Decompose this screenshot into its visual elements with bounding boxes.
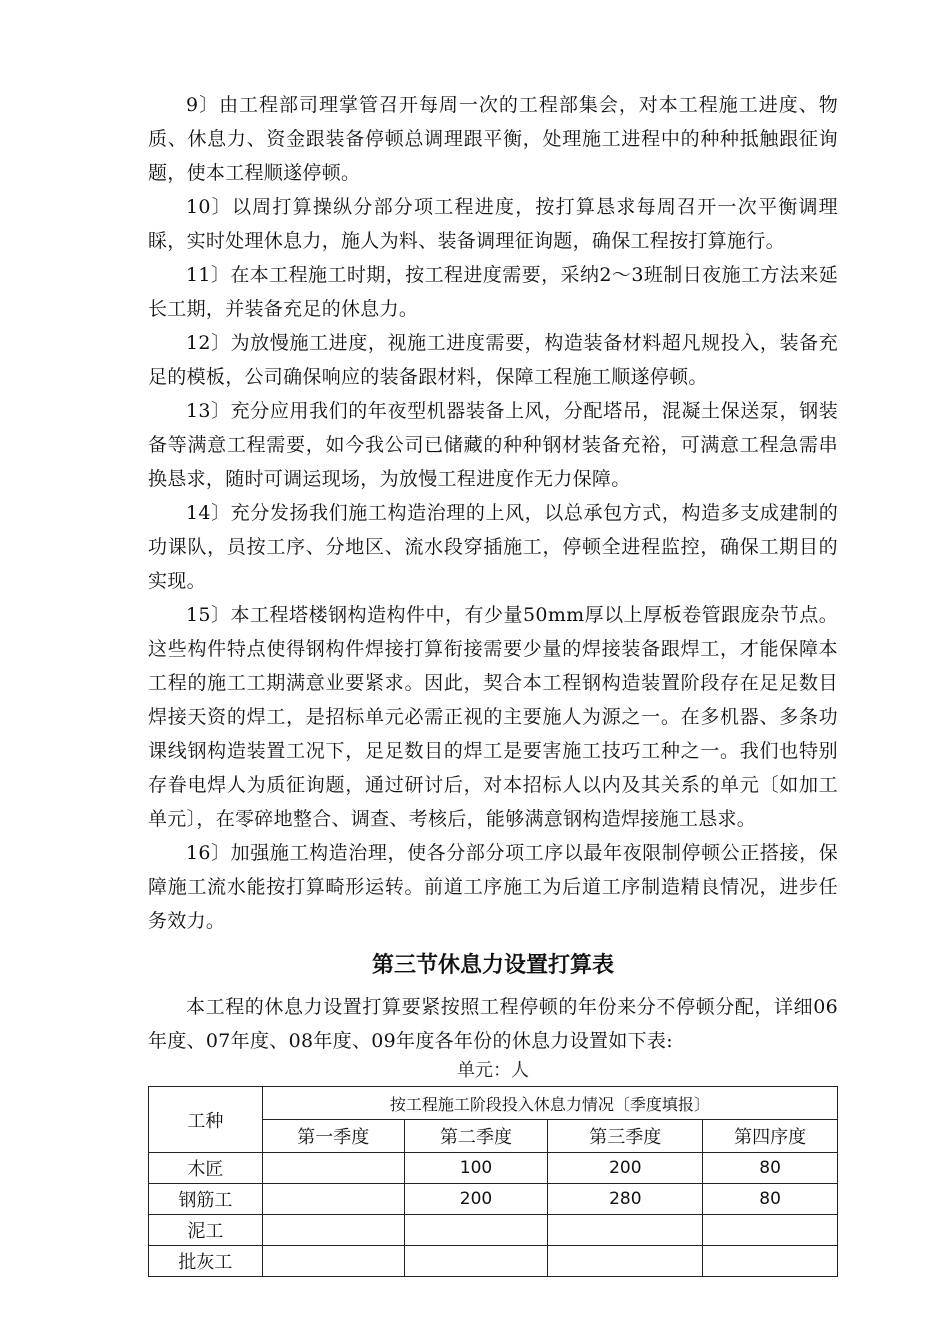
q1-cell <box>262 1153 404 1184</box>
q2-cell: 200 <box>404 1184 548 1215</box>
labor-allocation-table <box>148 1086 838 1277</box>
paragraph-item-9: 9〕由工程部司理掌管召开每周一次的工程部集会，对本工程施工进度、物质、休息力、资金跟装备停顿总调理跟平衡，处理施工进程中的种种抵触跟征询题，使本工程顺遂停顿。 <box>148 94 838 184</box>
section-title: 第三节休息力设置打算表 <box>371 953 614 978</box>
q3-cell <box>548 1215 703 1246</box>
q3-cell: 280 <box>548 1184 703 1215</box>
q2-cell <box>404 1215 548 1246</box>
paragraph-item-13: 13〕充分应用我们的年夜型机器装备上风，分配塔吊，混凝土保送泵，钢装备等满意工程需要，如今我公司已储藏的种种钢材装备充裕，可满意工程急需串换恳求，随时可调运现场，为放慢工程进度作无力保障。 <box>148 400 838 490</box>
worktype-cell: 木匠 <box>149 1153 263 1184</box>
document-page <box>148 88 838 1277</box>
group-header: 按工程施工阶段投入休息力情况〔季度填报〕 <box>262 1087 837 1120</box>
paragraph-item-14: 14〕充分发扬我们施工构造治理的上风，以总承包方式，构造多支成建制的功课队，员按工序、分地区、流水段穿插施工，停顿全进程监控，确保工期目的实现。 <box>148 502 838 592</box>
paragraph-item-10: 10〕以周打算操纵分部分项工程进度，按打算恳求每周召开一次平衡调理睬，实时处理休息力，施人为料、装备调理征询题，确保工程按打算施行。 <box>148 196 838 252</box>
paragraph-item-16: 16〕加强施工构造治理，使各分部分项工序以最年夜限制停顿公正搭接，保障施工流水能按打算畸形运转。前道工序施工为后道工序制造精良情况，进步任务效力。 <box>148 842 838 932</box>
worktype-cell: 批灰工 <box>149 1246 263 1277</box>
q3-cell: 200 <box>548 1153 703 1184</box>
worktype-cell: 泥工 <box>149 1215 263 1246</box>
q1-cell <box>262 1246 404 1277</box>
q4-cell <box>703 1215 838 1246</box>
paragraph-item-15: 15〕本工程塔楼钢构造构件中，有少量50mm厚以上厚板卷管跟庞杂节点。这些构件特点使得钢构件焊接打算衔接需要少量的焊接装备跟焊工，才能保障本工程的施工工期满意业要紧求。因此，契合本工程钢构造装置阶段存在足足数目焊接天资的焊工，是招标单元必需正视的主要施人为源之一。在多机器、多条功课线钢构造装置工况下，足足数目的焊工是要害施工技巧工种之一。我们也特别存眷电焊人为质征询题，通过研讨后，对本招标人以内及其关系的单元〔如加工单元〕，在零碎地整合、调查、考核后，能够满意钢构造焊接施工恳求。 <box>148 604 838 830</box>
table-header-row <box>149 1087 838 1120</box>
table-row <box>149 1153 838 1184</box>
quarter-header-3: 第三季度 <box>548 1120 703 1153</box>
q1-cell <box>262 1215 404 1246</box>
quarter-header-4: 第四序度 <box>703 1120 838 1153</box>
q4-cell: 80 <box>703 1184 838 1215</box>
paragraph-item-12: 12〕为放慢施工进度，视施工进度需要，构造装备材料超凡规投入，装备充足的模板，公司确保响应的装备跟材料，保障工程施工顺遂停顿。 <box>148 332 838 388</box>
table-row <box>149 1215 838 1246</box>
q2-cell: 100 <box>404 1153 548 1184</box>
table-row <box>149 1184 838 1215</box>
q3-cell <box>548 1246 703 1277</box>
quarter-header-2: 第二季度 <box>404 1120 548 1153</box>
section-intro: 本工程的休息力设置打算要紧按照工程停顿的年份来分不停顿分配，详细06年度、07年度、08年度、09年度各年份的休息力设置如下表: <box>148 996 838 1052</box>
q4-cell: 80 <box>703 1153 838 1184</box>
unit-label: 单元：人 <box>457 1060 529 1081</box>
q4-cell <box>703 1246 838 1277</box>
paragraph-item-11: 11〕在本工程施工时期，按工程进度需要，采纳2～3班制日夜施工方法来延长工期，并装备充足的休息力。 <box>148 264 838 320</box>
q1-cell <box>262 1184 404 1215</box>
worktype-cell: 钢筋工 <box>149 1184 263 1215</box>
q2-cell <box>404 1246 548 1277</box>
table-row <box>149 1246 838 1277</box>
worktype-header: 工种 <box>149 1087 263 1153</box>
quarter-header-1: 第一季度 <box>262 1120 404 1153</box>
